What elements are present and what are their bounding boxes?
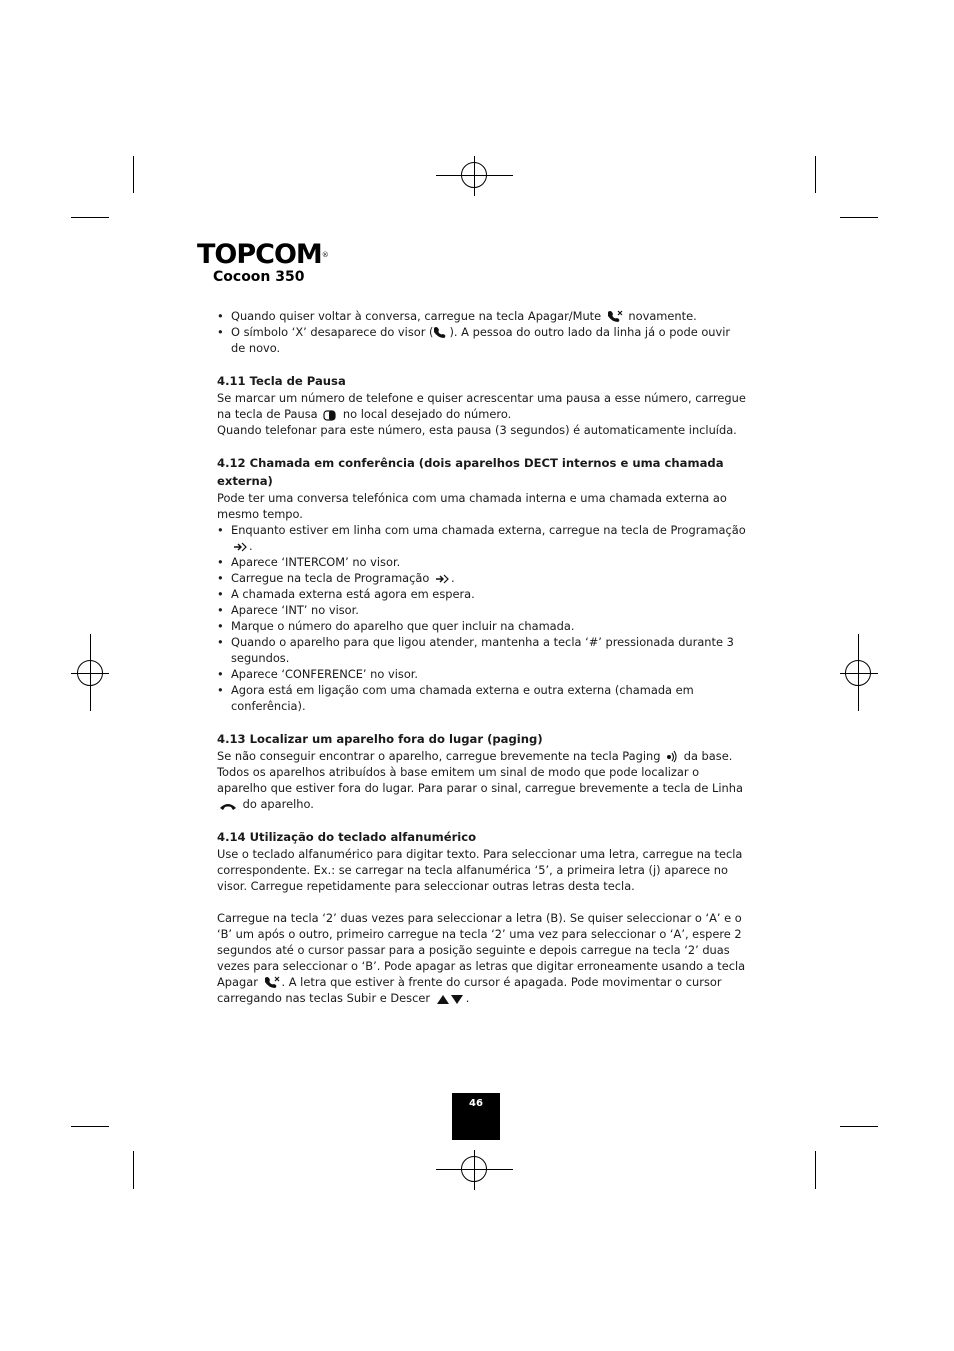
paragraph: Use o teclado alfanumérico para digitar texto. Para seleccionar uma letra, carregue na tecla correspondente. Ex.: se carregar na tecla alfanumérica ‘5’, a primeira letra (j) aparece no visor. Carregue repetidamente para seleccionar outras letras desta tecla. bbox=[217, 847, 743, 893]
phone-mute-icon bbox=[264, 976, 280, 989]
phone-mute-icon bbox=[607, 310, 623, 323]
list-item: • O símbolo ‘X’ desaparece do visor ( ). A pessoa do outro lado da linha já o pode ouvir de novo. bbox=[217, 324, 747, 356]
registration-mark bbox=[845, 660, 871, 686]
crop-mark bbox=[840, 217, 878, 218]
page-content bbox=[217, 308, 747, 1006]
list-item: • Aparece ‘INT’ no visor. bbox=[217, 602, 747, 618]
crop-mark bbox=[840, 1126, 878, 1127]
crop-mark bbox=[815, 156, 816, 193]
list-item: • Enquanto estiver em linha com uma chamada externa, carregue na tecla de Programação . bbox=[217, 522, 747, 554]
list-item: • Marque o número do aparelho que quer incluir na chamada. bbox=[217, 618, 747, 634]
program-icon bbox=[233, 541, 247, 553]
spacer bbox=[217, 894, 747, 910]
list-item: • Aparece ‘INTERCOM’ no visor. bbox=[217, 554, 747, 570]
paging-icon bbox=[666, 750, 678, 763]
crop-mark bbox=[71, 1126, 109, 1127]
page-number: 46 bbox=[452, 1093, 500, 1140]
registration-mark bbox=[461, 162, 487, 188]
list-item: • Agora está em ligação com uma chamada externa e outra externa (chamada em conferência). bbox=[217, 682, 747, 714]
line-icon bbox=[219, 802, 237, 811]
conference-steps bbox=[217, 522, 747, 714]
section-title: 4.13 Localizar um aparelho fora do lugar (paging) bbox=[217, 732, 543, 746]
registration-mark bbox=[77, 660, 103, 686]
pause-icon bbox=[323, 410, 337, 421]
intro-bullets bbox=[217, 308, 747, 356]
program-icon bbox=[435, 573, 449, 585]
model-name: Cocoon 350 bbox=[213, 269, 305, 285]
paragraph: Quando telefonar para este número, esta pausa (3 segundos) é automaticamente incluída. bbox=[217, 423, 737, 437]
paragraph: Se marcar um número de telefone e quiser acrescentar uma pausa a esse número, carregue na tecla de Pausa no local desejado do número. bbox=[217, 391, 746, 421]
up-down-arrows-icon bbox=[436, 994, 464, 1005]
list-item: • A chamada externa está agora em espera. bbox=[217, 586, 747, 602]
brand-header bbox=[197, 240, 329, 285]
topcom-logo: TOPCOM® bbox=[197, 239, 329, 270]
paragraph: Carregue na tecla ‘2’ duas vezes para seleccionar a letra (B). Se quiser seleccionar o ‘A’ e o ‘B’ um após o outro, primeiro carregue na tecla ‘2’ uma vez para seleccionar o ‘A’, espere 2 segundos até o cursor passar para a posição seguinte e depois carregue na tecla ‘2’ duas vezes para seleccionar o ‘B’. Pode apagar as letras que digitar erroneamente usando a tecla Apagar . A letra que estiver à frente do cursor é apagada. Pode movimentar o cursor carregando nas teclas Subir e Descer . bbox=[217, 911, 746, 1005]
paragraph: Pode ter uma conversa telefónica com uma chamada interna e uma chamada externa ao mesmo tempo. bbox=[217, 491, 727, 521]
crop-mark bbox=[71, 217, 109, 218]
list-item: • Aparece ‘CONFERENCE’ no visor. bbox=[217, 666, 747, 682]
phone-icon bbox=[433, 326, 449, 339]
section-title: 4.14 Utilização do teclado alfanumérico bbox=[217, 830, 477, 844]
crop-mark bbox=[133, 1151, 134, 1189]
list-item: • Quando o aparelho para que ligou atender, mantenha a tecla ‘#’ pressionada durante 3 segundos. bbox=[217, 634, 747, 666]
crop-mark bbox=[133, 156, 134, 193]
list-item: • Quando quiser voltar à conversa, carregue na tecla Apagar/Mute novamente. bbox=[217, 308, 747, 324]
registration-mark bbox=[461, 1156, 487, 1182]
list-item: • Carregue na tecla de Programação . bbox=[217, 570, 747, 586]
section-title: 4.12 Chamada em conferência (dois aparelhos DECT internos e uma chamada externa) bbox=[217, 456, 724, 488]
section-title: 4.11 Tecla de Pausa bbox=[217, 374, 346, 388]
crop-mark bbox=[815, 1151, 816, 1189]
paragraph: Se não conseguir encontrar o aparelho, carregue brevemente na tecla Paging da base. Todos os aparelhos atribuídos à base emitem um sinal de modo que pode localizar o aparelho que estiver fora do lugar. Para parar o sinal, carregue brevemente a tecla de Linha do aparelho. bbox=[217, 749, 743, 811]
